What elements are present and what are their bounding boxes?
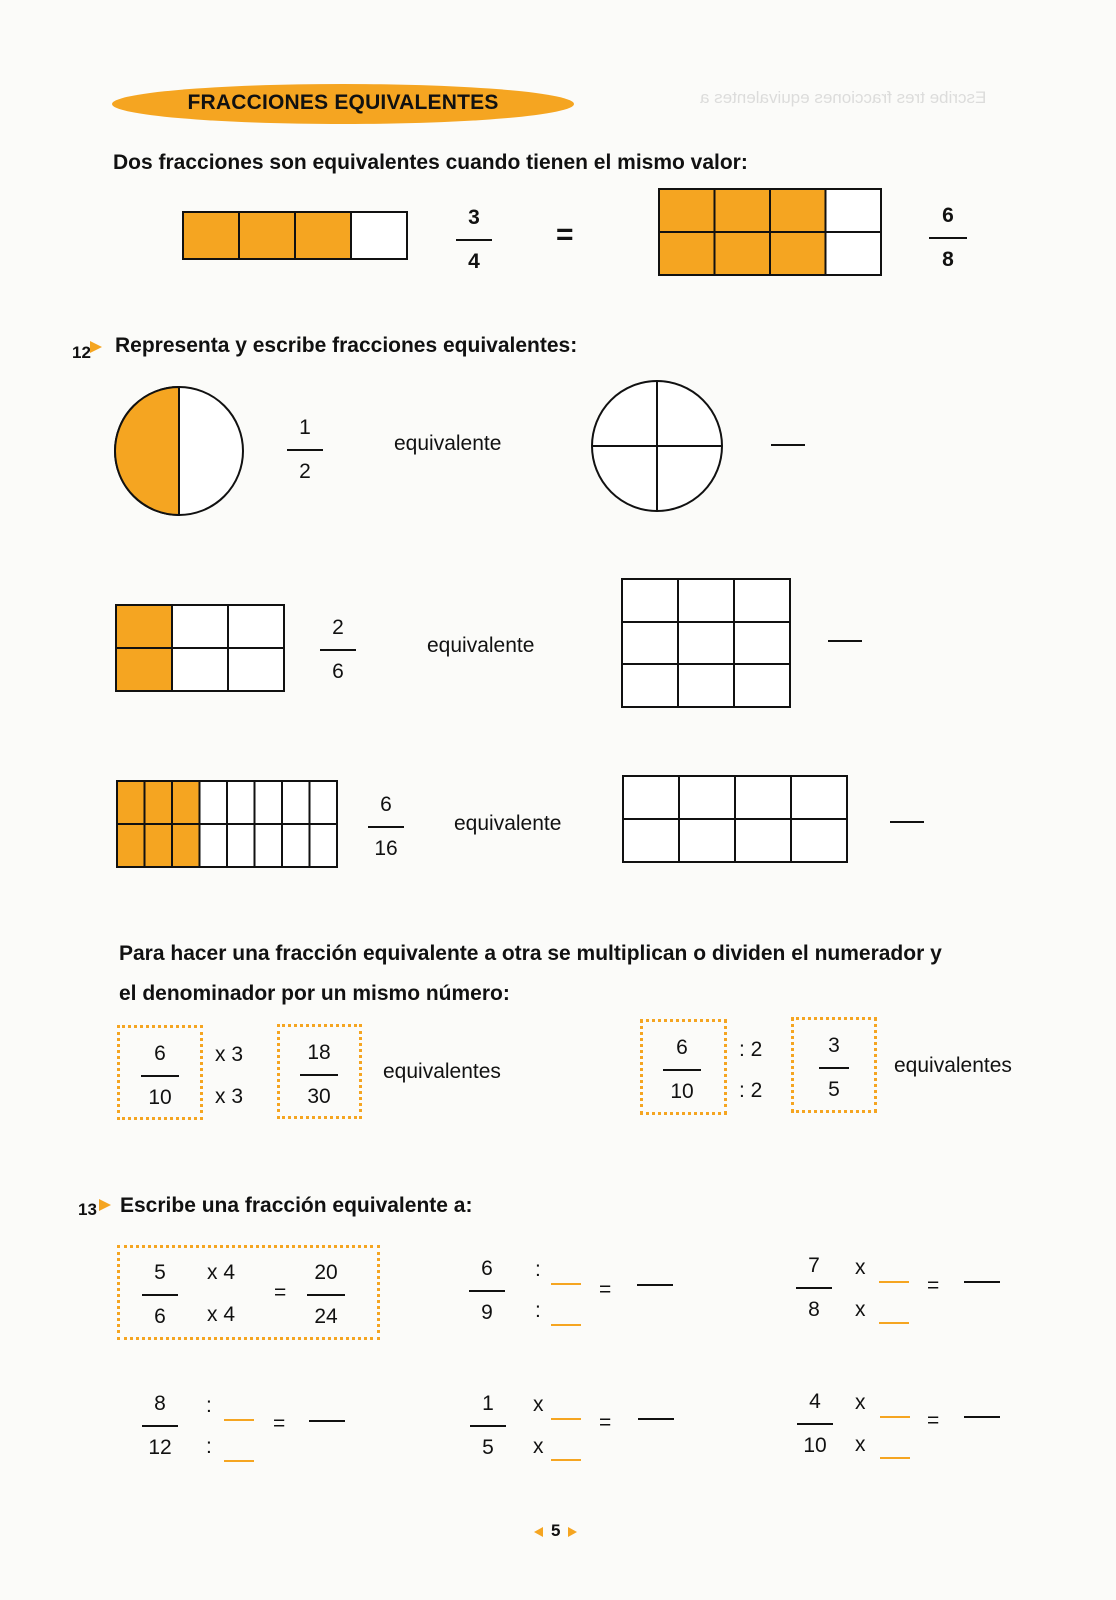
answer-fraction-line[interactable]	[964, 1281, 1000, 1283]
fraction-six-sixteenths: 6 16	[364, 791, 408, 863]
answer-blank[interactable]	[551, 1324, 581, 1326]
answer-fraction-line[interactable]	[890, 821, 924, 823]
grid-cell-empty	[172, 648, 228, 691]
circle-quarters	[591, 380, 723, 512]
fraction-six-tenths: 6 10	[137, 1040, 183, 1112]
page-number: 5	[551, 1521, 561, 1540]
answer-blank[interactable]	[551, 1418, 581, 1420]
operator-label: : 2	[739, 1079, 763, 1102]
arrow-icon	[99, 1199, 111, 1211]
fraction-twenty-twentyfourths: 20 24	[302, 1259, 350, 1331]
exercise-number: 13	[78, 1200, 97, 1219]
grid-cell-filled	[116, 605, 172, 648]
circle-one-half	[114, 386, 244, 516]
equals-sign: =	[273, 1412, 286, 1435]
arrow-icon	[90, 341, 102, 353]
bar-cell-filled	[295, 212, 351, 259]
equals-sign: =	[599, 1411, 612, 1434]
equals-sign: =	[927, 1274, 940, 1297]
grid-cell-empty	[228, 648, 284, 691]
operator-symbol: :	[206, 1435, 212, 1458]
answer-blank[interactable]	[880, 1457, 910, 1459]
fraction-six-ninths: 6 9	[465, 1255, 509, 1327]
fraction-three-quarters: 3 4	[454, 204, 494, 276]
bleed-through-text: Escribe tres fracciones equivalentes a	[700, 88, 987, 107]
fraction-one-fifth: 1 5	[466, 1390, 510, 1462]
grid-cell-filled	[715, 189, 771, 232]
grid-cell-filled	[715, 232, 771, 275]
grid-cell-empty	[826, 232, 882, 275]
grid-six-eighths	[659, 189, 881, 275]
bar-cell-empty	[351, 212, 407, 259]
answer-fraction-line[interactable]	[637, 1284, 673, 1286]
grid-three-by-three	[622, 579, 790, 707]
operator-symbol: x	[855, 1391, 866, 1414]
answer-fraction-line[interactable]	[309, 1420, 345, 1422]
fraction-four-tenths: 4 10	[792, 1388, 838, 1460]
operator-label: x 3	[215, 1085, 244, 1108]
section-title: FRACCIONES EQUIVALENTES	[187, 91, 499, 114]
fraction-eight-twelfths: 8 12	[138, 1390, 182, 1462]
exercise-number: 12	[72, 343, 91, 362]
right-arrow-icon	[568, 1527, 577, 1537]
answer-blank[interactable]	[879, 1322, 909, 1324]
left-arrow-icon	[534, 1527, 543, 1537]
exercise-title: Representa y escribe fracciones equivalentes:	[115, 334, 578, 357]
grid-cell-empty	[228, 605, 284, 648]
equivalent-label: equivalente	[427, 634, 535, 657]
grid-cell-filled	[770, 189, 826, 232]
equals-sign: =	[927, 1409, 940, 1432]
operator-label: x 3	[215, 1043, 244, 1066]
operator-symbol: x	[855, 1256, 866, 1279]
operator-symbol: x	[533, 1393, 544, 1416]
bar-cell-filled	[183, 212, 239, 259]
fraction-three-fifths: 3 5	[811, 1032, 857, 1104]
fraction-seven-eighths: 7 8	[792, 1252, 836, 1324]
answer-blank[interactable]	[551, 1283, 581, 1285]
operator-symbol: x	[855, 1433, 866, 1456]
fraction-one-half: 1 2	[285, 414, 325, 486]
exercise-title: Escribe una fracción equivalente a:	[120, 1194, 473, 1217]
bar-cell-filled	[239, 212, 295, 259]
operator-symbol: :	[535, 1258, 541, 1281]
equivalents-label: equivalentes	[383, 1060, 501, 1083]
answer-blank[interactable]	[224, 1419, 254, 1421]
grid-six-sixteenths	[117, 781, 337, 867]
operator-label: x 4	[207, 1303, 236, 1326]
grid-cell-empty	[172, 605, 228, 648]
circle-half-filled	[115, 387, 179, 515]
rule-line-2: el denominador por un mismo número:	[119, 982, 510, 1005]
grid-two-sixths	[116, 605, 284, 691]
answer-fraction-line[interactable]	[771, 444, 805, 446]
bar-three-quarters	[183, 212, 407, 259]
grid-cell-filled	[116, 648, 172, 691]
answer-blank[interactable]	[880, 1416, 910, 1418]
grid-cell-empty	[826, 189, 882, 232]
fraction-eighteen-thirtieths: 18 30	[296, 1039, 342, 1111]
answer-fraction-line[interactable]	[964, 1416, 1000, 1418]
operator-label: x 4	[207, 1261, 236, 1284]
grid-cell-filled	[659, 232, 715, 275]
answer-fraction-line[interactable]	[638, 1418, 674, 1420]
operator-symbol: :	[535, 1299, 541, 1322]
intro-text: Dos fracciones son equivalentes cuando tienen el mismo valor:	[113, 151, 748, 174]
equivalent-label: equivalente	[394, 432, 502, 455]
fraction-five-sixths: 5 6	[137, 1259, 183, 1331]
operator-symbol: x	[533, 1435, 544, 1458]
grid-cell-filled	[659, 189, 715, 232]
rule-line-1: Para hacer una fracción equivalente a otra se multiplican o dividen el numerador y	[119, 942, 942, 965]
fraction-six-tenths: 6 10	[659, 1034, 705, 1106]
fraction-two-sixths: 2 6	[318, 614, 358, 686]
operator-symbol: x	[855, 1298, 866, 1321]
answer-blank[interactable]	[224, 1460, 254, 1462]
answer-fraction-line[interactable]	[828, 640, 862, 642]
answer-blank[interactable]	[551, 1459, 581, 1461]
equals-sign: =	[556, 218, 574, 251]
answer-blank[interactable]	[879, 1281, 909, 1283]
equals-sign: =	[274, 1281, 287, 1304]
operator-label: : 2	[739, 1038, 763, 1061]
equivalent-label: equivalente	[454, 812, 562, 835]
fraction-six-eighths: 6 8	[928, 202, 968, 274]
equals-sign: =	[599, 1278, 612, 1301]
grid-four-by-two	[623, 776, 847, 862]
grid-cell-filled	[770, 232, 826, 275]
operator-symbol: :	[206, 1394, 212, 1417]
equivalents-label: equivalentes	[894, 1054, 1012, 1077]
